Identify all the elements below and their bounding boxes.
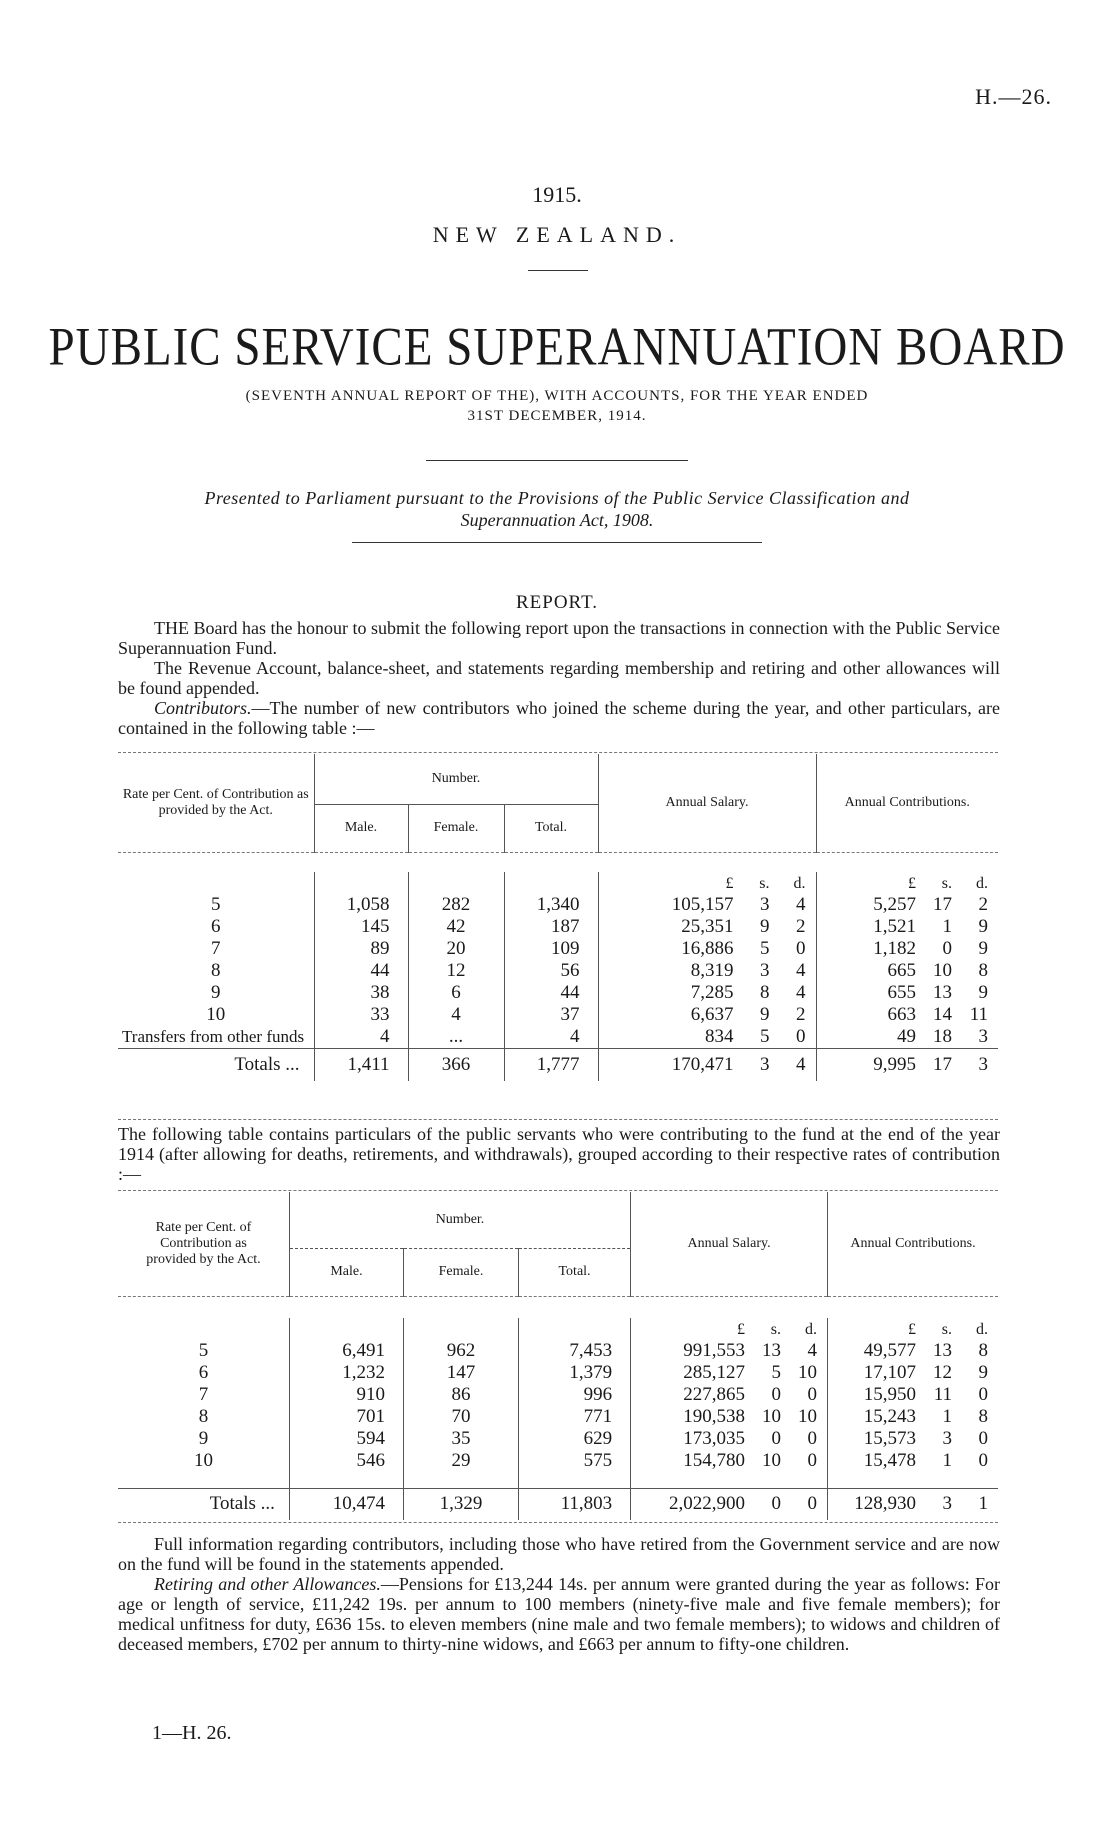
sal-l: 285,127 <box>683 1362 745 1383</box>
male-cell: 145 <box>314 916 408 938</box>
contribution-cell <box>816 960 998 982</box>
total-cell: 629 <box>518 1428 630 1450</box>
salary-cell <box>631 1428 828 1450</box>
sal-s: 8 <box>760 982 770 1003</box>
male-cell: 1,058 <box>314 894 408 916</box>
male-cell: 89 <box>314 938 408 960</box>
page-reference: H.—26. <box>975 84 1052 109</box>
paragraph-revenue: The Revenue Account, balance-sheet, and statements regarding membership and retiring and other allowances will be found appended. <box>118 658 1000 698</box>
con-s: 10 <box>933 960 952 981</box>
table2-female-header: Female. <box>404 1248 519 1296</box>
con-l: 49 <box>897 1026 916 1047</box>
contribution-cell <box>827 1340 998 1362</box>
con-d: 2 <box>978 894 988 915</box>
sal-s: 9 <box>760 1004 770 1025</box>
total-cell: 7,453 <box>518 1340 630 1362</box>
con-l: 9,995 <box>873 1053 916 1075</box>
con-l: 17,107 <box>863 1362 916 1383</box>
unit-l: £ <box>908 1321 916 1338</box>
sal-s: 3 <box>760 960 770 981</box>
sal-d: 0 <box>807 1450 817 1471</box>
sal-l: 834 <box>705 1026 734 1047</box>
rate-cell: 8 <box>211 960 221 981</box>
total-cell: 1,777 <box>504 1049 598 1081</box>
con-l: 15,478 <box>863 1450 916 1471</box>
table-row <box>118 1004 998 1026</box>
salary-cell <box>598 982 816 1004</box>
sal-d: 4 <box>796 960 806 981</box>
report-year: 1915. <box>532 182 582 207</box>
male-cell: 594 <box>289 1428 403 1450</box>
table-row <box>118 938 998 960</box>
paragraph-allowances <box>118 1574 1000 1654</box>
table1-contrib-header: Annual Contributions. <box>816 754 998 852</box>
con-s: 14 <box>933 1004 952 1025</box>
con-d: 0 <box>978 1450 988 1471</box>
report-intro <box>118 618 1000 738</box>
con-l: 49,577 <box>863 1340 916 1361</box>
table-row <box>118 1450 998 1472</box>
contribution-cell <box>816 938 998 960</box>
table-row <box>118 982 998 1004</box>
sal-l: 25,351 <box>681 916 734 937</box>
total-cell: 996 <box>518 1384 630 1406</box>
rate-cell: 8 <box>198 1406 209 1427</box>
table2-salary-header: Annual Salary. <box>631 1192 828 1296</box>
sal-s: 3 <box>760 1053 770 1075</box>
salary-cell <box>631 1450 828 1472</box>
salary-cell <box>598 938 816 960</box>
table-row <box>118 1026 998 1049</box>
totals-label: Totals ... <box>118 1488 289 1520</box>
sal-d: 4 <box>807 1340 817 1361</box>
contribution-cell <box>816 916 998 938</box>
contribution-cell <box>827 1384 998 1406</box>
sal-l: 7,285 <box>690 982 734 1003</box>
con-s: 1 <box>942 916 952 937</box>
con-l: 15,243 <box>863 1406 916 1427</box>
con-d: 8 <box>978 1406 988 1427</box>
unit-d: d. <box>976 1321 988 1338</box>
sal-s: 0 <box>771 1384 781 1405</box>
con-d: 8 <box>978 1340 988 1361</box>
male-cell: 33 <box>314 1004 408 1026</box>
contribution-cell <box>827 1406 998 1428</box>
total-cell: 4 <box>504 1026 598 1049</box>
salary-cell <box>598 960 816 982</box>
con-l: 15,573 <box>863 1428 916 1449</box>
contrib-units <box>816 872 998 894</box>
male-cell: 4 <box>314 1026 408 1049</box>
con-l: 15,950 <box>863 1384 916 1405</box>
sal-l: 16,886 <box>681 938 734 959</box>
con-l: 665 <box>887 960 916 981</box>
sal-s: 0 <box>771 1493 781 1515</box>
table2-male-header: Male. <box>289 1248 403 1296</box>
table-row <box>118 1428 998 1450</box>
total-cell: 44 <box>504 982 598 1004</box>
con-d: 11 <box>969 1004 988 1025</box>
con-s: 3 <box>942 1428 952 1449</box>
total-cell: 1,340 <box>504 894 598 916</box>
rate-cell: 10 <box>206 1004 226 1025</box>
con-d: 8 <box>978 960 988 981</box>
total-cell: 187 <box>504 916 598 938</box>
female-cell: 35 <box>404 1428 519 1450</box>
salary-cell <box>598 1004 816 1026</box>
table2-number-header: Number. <box>289 1192 630 1248</box>
con-l: 663 <box>887 1004 916 1025</box>
sal-l: 8,319 <box>690 960 734 981</box>
rate-cell: 5 <box>198 1340 209 1361</box>
con-d: 0 <box>978 1384 988 1405</box>
table1-top-rule <box>118 752 998 753</box>
sal-l: 105,157 <box>671 894 734 915</box>
country-heading: NEW ZEALAND. <box>432 222 682 247</box>
con-d: 3 <box>978 1026 988 1047</box>
table2-rate-header: Rate per Cent. of Contribution as provided by the Act. <box>146 1219 261 1267</box>
contribution-cell <box>816 1026 998 1049</box>
contribution-cell <box>816 982 998 1004</box>
header-divider <box>528 270 588 271</box>
presented-line-1: Presented to Parliament pursuant to the Provisions of the Public Service Classification and <box>204 488 910 508</box>
male-cell: 910 <box>289 1384 403 1406</box>
sal-d: 2 <box>796 916 806 937</box>
contributors-text: —The number of new contributors who joined the scheme during the year, and other particulars, are contained in the following table :— <box>118 698 1000 738</box>
paragraph-board: THE Board has the honour to submit the following report upon the transactions in connection with the Public Service Superannuation Fund. <box>118 618 1000 658</box>
table-row <box>118 1384 998 1406</box>
sal-s: 5 <box>760 1026 770 1047</box>
female-cell: 12 <box>408 960 504 982</box>
rate-cell: 5 <box>211 894 221 915</box>
sal-d: 0 <box>796 1026 806 1047</box>
sal-d: 4 <box>796 894 806 915</box>
sal-s: 5 <box>771 1362 781 1383</box>
salary-cell <box>598 1049 816 1081</box>
table1-total-header: Total. <box>504 804 598 852</box>
sal-s: 10 <box>761 1406 781 1427</box>
male-cell: 38 <box>314 982 408 1004</box>
sal-s: 9 <box>760 916 770 937</box>
female-cell: 962 <box>404 1340 519 1362</box>
table1-salary-header: Annual Salary. <box>598 754 816 852</box>
female-cell: 6 <box>408 982 504 1004</box>
totals-label: Totals ... <box>118 1049 314 1081</box>
male-cell: 44 <box>314 960 408 982</box>
total-cell: 56 <box>504 960 598 982</box>
rate-cell: 10 <box>193 1450 213 1471</box>
subtitle-line-1: (SEVENTH ANNUAL REPORT OF THE), WITH ACCOUNTS, FOR THE YEAR ENDED <box>245 388 869 404</box>
unit-l: £ <box>908 875 916 892</box>
salary-cell <box>631 1488 828 1520</box>
con-s: 13 <box>933 982 952 1003</box>
contributors-lead: Contributors. <box>154 698 252 718</box>
contribution-cell <box>816 1004 998 1026</box>
table2-total-header: Total. <box>518 1248 630 1296</box>
unit-s: s. <box>770 1321 781 1338</box>
unit-s: s. <box>941 875 952 892</box>
units-row <box>118 872 998 894</box>
sal-s: 5 <box>760 938 770 959</box>
sal-d: 10 <box>797 1406 817 1427</box>
salary-cell <box>598 894 816 916</box>
con-d: 3 <box>978 1053 988 1075</box>
table1-rate-header: Rate per Cent. of Contribution as provided by the Act. <box>122 786 309 818</box>
con-s: 1 <box>942 1406 952 1427</box>
rate-cell: 6 <box>198 1362 209 1383</box>
sal-l: 227,865 <box>683 1384 745 1405</box>
contribution-cell <box>816 1049 998 1081</box>
con-l: 1,182 <box>873 938 916 959</box>
con-s: 12 <box>933 1362 952 1383</box>
con-s: 1 <box>942 1450 952 1471</box>
total-cell: 1,379 <box>518 1362 630 1384</box>
male-cell: 10,474 <box>289 1488 403 1520</box>
sal-l: 170,471 <box>671 1053 734 1075</box>
contribution-cell <box>827 1488 998 1520</box>
sal-s: 10 <box>761 1450 781 1471</box>
contribution-cell <box>827 1362 998 1384</box>
female-cell: 1,329 <box>404 1488 519 1520</box>
total-cell: 37 <box>504 1004 598 1026</box>
con-s: 3 <box>942 1493 952 1515</box>
rate-cell: 7 <box>211 938 221 959</box>
table-row <box>118 916 998 938</box>
salary-cell <box>598 916 816 938</box>
con-d: 1 <box>978 1493 988 1515</box>
sal-l: 991,553 <box>683 1340 745 1361</box>
allowances-text: —Pensions for £13,244 14s. per annum were granted during the year as follows: For age or length of service, £11,242 19s. per annum to 100 members (ninety-five male and five female members); for medical unfitness for duty, £636 15s. to eleven members (nine male and two female members); to widows and children of deceased members, £702 per annum to thirty-nine widows, and £663 per annum to fifty-one children. <box>118 1574 1000 1654</box>
con-s: 18 <box>933 1026 952 1047</box>
con-d: 9 <box>978 916 988 937</box>
table-row <box>118 894 998 916</box>
sal-d: 0 <box>796 938 806 959</box>
page-number: 1—H. 26. <box>152 1722 232 1744</box>
male-cell: 1,232 <box>289 1362 403 1384</box>
contrib-units <box>827 1318 998 1340</box>
salary-cell <box>631 1384 828 1406</box>
unit-d: d. <box>804 1321 817 1338</box>
con-d: 9 <box>978 1362 988 1383</box>
con-s: 17 <box>933 1053 952 1075</box>
rate-cell: 6 <box>211 916 221 937</box>
female-cell: 29 <box>404 1450 519 1472</box>
total-cell: 109 <box>504 938 598 960</box>
contribution-cell <box>816 894 998 916</box>
table2-top-rule <box>118 1190 998 1191</box>
con-d: 9 <box>978 938 988 959</box>
salary-cell <box>631 1340 828 1362</box>
sal-d: 0 <box>807 1428 817 1449</box>
unit-s: s. <box>759 875 770 892</box>
table-row <box>118 1362 998 1384</box>
presented-divider <box>352 542 762 543</box>
sal-l: 190,538 <box>683 1406 745 1427</box>
total-cell: 11,803 <box>518 1488 630 1520</box>
rate-cell: 9 <box>211 982 221 1003</box>
table-row <box>118 1340 998 1362</box>
sal-d: 4 <box>796 982 806 1003</box>
contribution-cell <box>827 1450 998 1472</box>
table2-contrib-header: Annual Contributions. <box>827 1192 998 1296</box>
paragraph-contributors <box>118 698 1000 738</box>
salary-units <box>598 872 816 894</box>
sal-d: 0 <box>807 1493 817 1515</box>
new-contributors-table <box>118 754 998 1081</box>
con-s: 13 <box>933 1340 952 1361</box>
paragraph-fund-table: The following table contains particulars of the public servants who were contributing to the fund at the end of the year 1914 (after allowing for deaths, retirements, and withdrawals), grouped according to their respective rates of contribution :— <box>118 1124 1000 1184</box>
contribution-cell <box>827 1428 998 1450</box>
male-cell: 6,491 <box>289 1340 403 1362</box>
total-cell: 771 <box>518 1406 630 1428</box>
female-cell: 70 <box>404 1406 519 1428</box>
female-cell: 20 <box>408 938 504 960</box>
document-title: PUBLIC SERVICE SUPERANNUATION BOARD <box>48 317 1066 377</box>
sal-d: 2 <box>796 1004 806 1025</box>
sal-s: 0 <box>771 1428 781 1449</box>
rate-cell: Transfers from other funds <box>122 1027 305 1046</box>
paragraph-full-information: Full information regarding contributors, including those who have retired from the Government service and are now on the fund will be found in the statements appended. <box>118 1534 1000 1574</box>
totals-row <box>118 1488 998 1520</box>
male-cell: 546 <box>289 1450 403 1472</box>
female-cell: 282 <box>408 894 504 916</box>
male-cell: 701 <box>289 1406 403 1428</box>
con-l: 1,521 <box>873 916 916 937</box>
totals-row <box>118 1049 998 1081</box>
table1-male-header: Male. <box>314 804 408 852</box>
con-s: 11 <box>933 1384 952 1405</box>
sal-l: 173,035 <box>683 1428 745 1449</box>
fund-contributors-table <box>118 1192 998 1520</box>
table1-female-header: Female. <box>408 804 504 852</box>
female-cell: 86 <box>404 1384 519 1406</box>
report-heading: REPORT. <box>515 592 599 613</box>
presented-line-2: Superannuation Act, 1908. <box>460 510 654 530</box>
rate-cell: 7 <box>198 1384 209 1405</box>
female-cell: ... <box>408 1026 504 1049</box>
sal-s: 13 <box>761 1340 781 1361</box>
salary-units <box>631 1318 828 1340</box>
total-cell: 575 <box>518 1450 630 1472</box>
subtitle-divider <box>426 460 688 461</box>
subtitle-line-2: 31ST DECEMBER, 1914. <box>467 408 647 424</box>
sal-l: 2,022,900 <box>668 1493 745 1515</box>
salary-cell <box>631 1406 828 1428</box>
con-d: 9 <box>978 982 988 1003</box>
sal-l: 154,780 <box>683 1450 745 1471</box>
female-cell: 4 <box>408 1004 504 1026</box>
male-cell: 1,411 <box>314 1049 408 1081</box>
table-row <box>118 960 998 982</box>
sal-d: 4 <box>796 1053 806 1075</box>
unit-l: £ <box>736 1321 745 1338</box>
table-row <box>118 1406 998 1428</box>
female-cell: 147 <box>404 1362 519 1384</box>
sal-s: 3 <box>760 894 770 915</box>
table1-number-header: Number. <box>314 754 598 804</box>
report-closing <box>118 1534 1000 1654</box>
con-d: 0 <box>978 1428 988 1449</box>
female-cell: 42 <box>408 916 504 938</box>
unit-s: s. <box>941 1321 952 1338</box>
allowances-lead: Retiring and other Allowances. <box>154 1574 381 1594</box>
sal-d: 0 <box>807 1384 817 1405</box>
salary-cell <box>598 1026 816 1049</box>
con-s: 17 <box>933 894 952 915</box>
con-s: 0 <box>942 938 952 959</box>
sal-d: 10 <box>797 1362 817 1383</box>
con-l: 128,930 <box>854 1493 916 1515</box>
rate-cell: 9 <box>198 1428 209 1449</box>
con-l: 655 <box>887 982 916 1003</box>
sal-l: 6,637 <box>690 1004 734 1025</box>
table2-bottom-rule <box>118 1522 998 1523</box>
unit-d: d. <box>976 875 988 892</box>
unit-l: £ <box>725 875 734 892</box>
con-l: 5,257 <box>873 894 916 915</box>
salary-cell <box>631 1362 828 1384</box>
units-row <box>118 1318 998 1340</box>
table1-bottom-rule <box>118 1119 998 1120</box>
female-cell: 366 <box>408 1049 504 1081</box>
unit-d: d. <box>793 875 806 892</box>
